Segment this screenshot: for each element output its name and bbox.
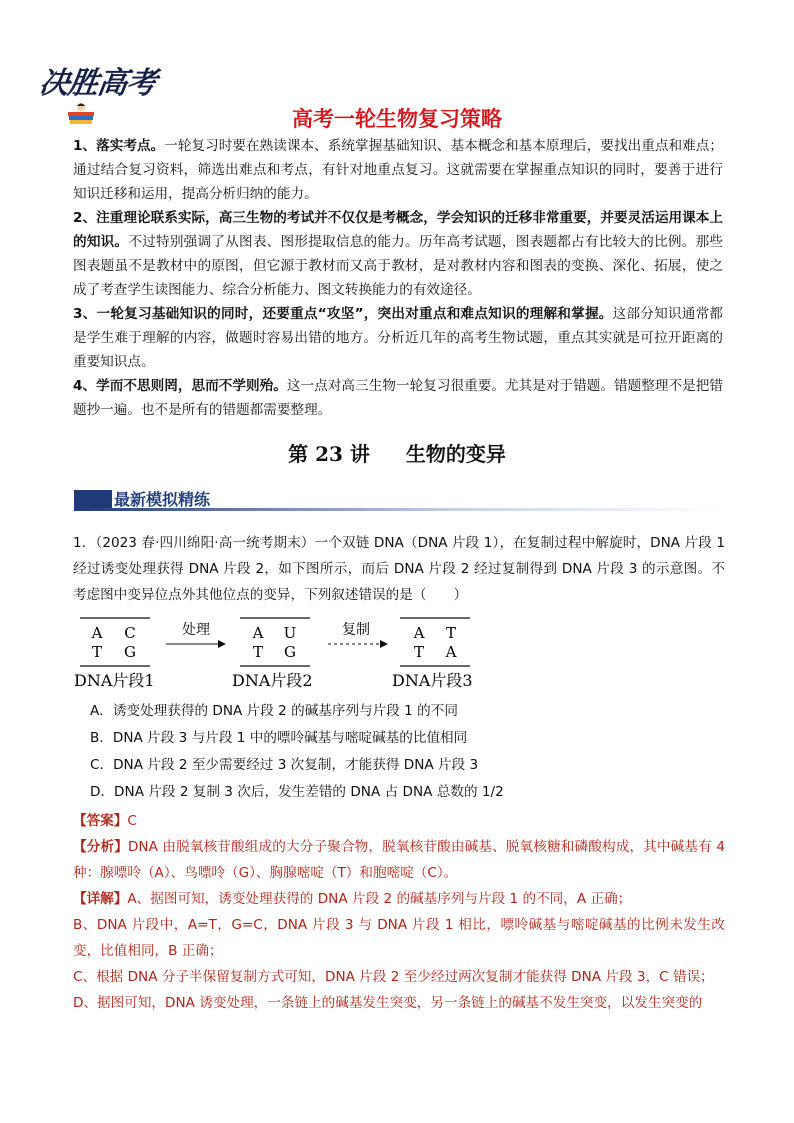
base-label: G xyxy=(124,643,136,661)
option-b: B．DNA 片段 3 与片段 1 中的嘌呤碱基与嘧啶碱基的比值相同 xyxy=(90,730,468,746)
base-label: G xyxy=(284,643,296,661)
dna-diagram xyxy=(70,610,510,692)
detail-line-a xyxy=(73,886,725,912)
arrow-treat xyxy=(166,621,226,648)
strategy-item: 4、学而不思则罔，思而不学则殆。这一点对高三生物一轮复习很重要。尤其是对于错题。错题整理不是把错题抄一遍。也不是所有的错题都需要整理。 xyxy=(73,378,723,418)
base-label: T xyxy=(413,643,425,661)
option-d: D．DNA 片段 2 复制 3 次后，发生差错的 DNA 占 DNA 总数的 1/2 xyxy=(90,784,504,800)
base-label: A xyxy=(91,624,103,642)
analysis-line xyxy=(73,834,725,886)
segment-label: DNA片段3 xyxy=(392,671,473,690)
lecture-topic: 生物的变异 xyxy=(405,442,506,466)
base-label: C xyxy=(124,624,136,642)
dna-segment-3 xyxy=(392,618,473,690)
base-label: U xyxy=(283,624,297,642)
section-label: 最新模拟精练 xyxy=(114,490,211,509)
detail-b: B、DNA 片段中，A=T，G=C，DNA 片段 3 与 DNA 片段 1 相比，嘌呤碱基与嘧啶碱基的比例未发生改变，比值相同，B 正确； xyxy=(73,917,725,959)
base-label: T xyxy=(252,643,264,661)
strategy-item: 3、一轮复习基础知识的同时，还要重点“攻坚”，突出对重点和难点知识的理解和掌握。这部分知识通常都是学生难于理解的内容，做题时容易出错的地方。分析近几年的高考生物试题，重点其实就是可拉开距离的重要知识点。 xyxy=(73,306,724,370)
analysis-text: DNA 由脱氧核苷酸组成的大分子聚合物，脱氧核苷酸由碱基、脱氧核糖和磷酸构成，其中碱基有 4 种：腺嘌呤（A）、鸟嘌呤（G）、胸腺嘧啶（T）和胞嘧啶（C）。 xyxy=(73,839,725,881)
answer-line xyxy=(73,808,725,834)
base-label: T xyxy=(445,624,457,642)
dna-segment-2 xyxy=(232,618,313,690)
arrow-replicate xyxy=(328,622,388,648)
detail-d: D、据图可知，DNA 诱变处理，一条链上的碱基发生突变，另一条链上的碱基不发生突变，以发生突变的 xyxy=(73,995,703,1011)
arrow-label: 复制 xyxy=(342,622,370,638)
base-label: A xyxy=(445,643,457,661)
lecture-number: 第 23 讲 xyxy=(288,442,370,466)
strategy-item: 1、落实考点。一轮复习时要在熟读课本、系统掌握基础知识、基本概念和基本原理后，要找出重点和难点；通过结合复习资料，筛选出难点和考点，有针对地重点复习。这就需要在掌握重点知识的同时，要善于进行知识迁移和运用，提高分析归纳的能力。 xyxy=(73,138,723,202)
strategy-item: 2、注重理论联系实际，高三生物的考试并不仅仅是考概念，学会知识的迁移非常重要，并要灵活运用课本上的知识。不过特别强调了从图表、图形提取信息的能力。历年高考试题，图表题都占有比较大的比例。那些图表题虽不是教材中的原图，但它源于教材而又高于教材，是对教材内容和图表的变换、深化、拓展，使之成了考查学生读图能力、综合分析能力、图文转换能力的有效途径。 xyxy=(73,210,724,298)
detail-c: C、根据 DNA 分子半保留复制方式可知，DNA 片段 2 至少经过两次复制才能获得 DNA 片段 3，C 错误； xyxy=(73,969,714,985)
detail-a: A、据图可知，诱变处理获得的 DNA 片段 2 的碱基序列与片段 1 的不同，A 正确； xyxy=(127,891,632,907)
answer-options xyxy=(90,698,504,806)
base-label: A xyxy=(252,624,264,642)
option-c: C．DNA 片段 2 至少需要经过 3 次复制，才能获得 DNA 片段 3 xyxy=(90,757,479,773)
detail-tag: 【详解】 xyxy=(73,891,128,907)
lecture-heading xyxy=(0,438,794,467)
page-title: 高考一轮生物复习策略 xyxy=(292,107,502,131)
segment-label: DNA片段2 xyxy=(232,671,313,690)
strategy-section xyxy=(73,134,723,422)
question-stem: 1．（2023 春·四川绵阳·高一统考期末）一个双链 DNA（DNA 片段 1），在复制过程中解旋时，DNA 片段 1 经过诱变处理获得 DNA 片段 2，如下图所示，而后 DNA 片段 2 经过复制得到 DNA 片段 3 的示意图。不考虑图中变异位点外其他位点的变异，下列叙述错误的是（ ） xyxy=(73,535,725,603)
answer-value: C xyxy=(127,813,137,829)
banner-bar xyxy=(74,490,112,508)
base-label: A xyxy=(413,624,425,642)
arrow-label: 处理 xyxy=(182,622,210,638)
option-a: A．诱变处理获得的 DNA 片段 2 的碱基序列与片段 1 的不同 xyxy=(90,703,458,719)
section-banner xyxy=(74,486,724,514)
analysis-tag: 【分析】 xyxy=(73,839,128,855)
base-label: T xyxy=(91,643,103,661)
segment-label: DNA片段1 xyxy=(74,671,155,690)
answer-section xyxy=(73,808,725,1016)
logo-text: 决胜高考 xyxy=(37,66,158,101)
dna-segment-1 xyxy=(74,618,155,690)
answer-tag: 【答案】 xyxy=(73,813,128,829)
